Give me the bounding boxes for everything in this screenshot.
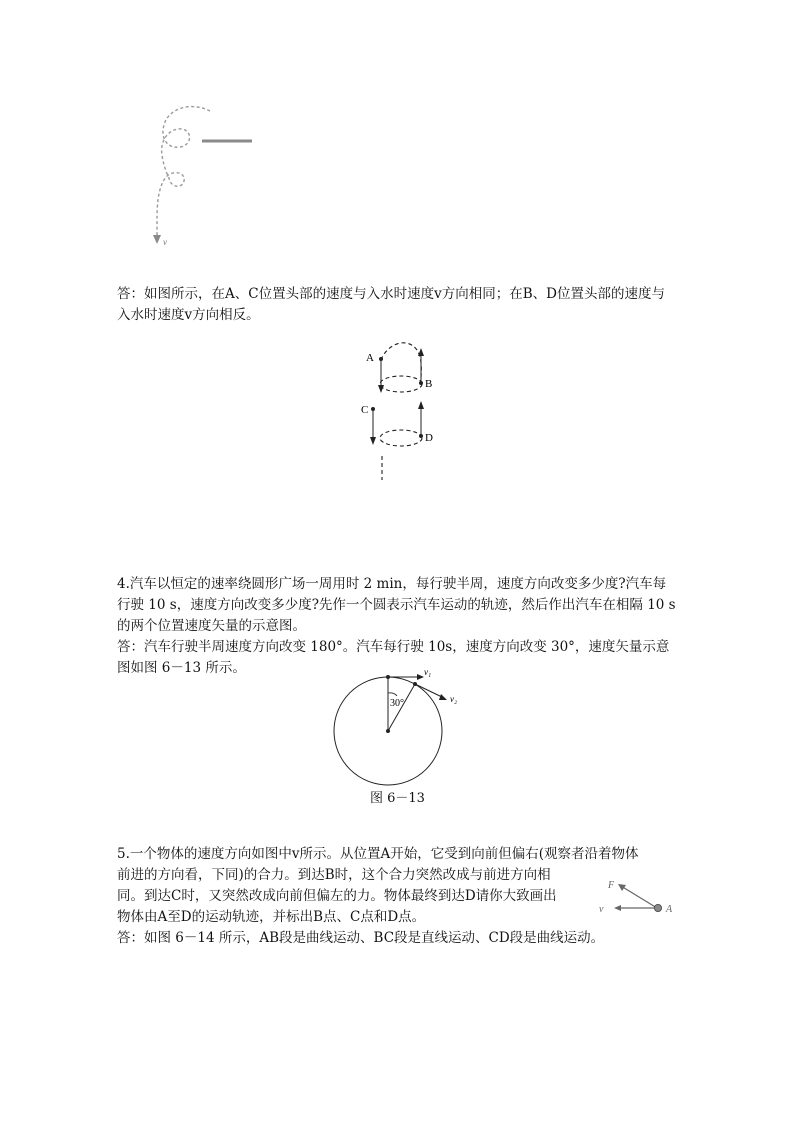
- q5-answer: 答：如图 6－14 所示，AB段是曲线运动、BC段是直线运动、CD段是曲线运动。: [117, 930, 605, 946]
- point-d-label: D: [425, 432, 433, 444]
- point-b-label: B: [425, 378, 433, 390]
- force-velocity-figure: [596, 874, 686, 920]
- diver-trajectory-figure: [140, 95, 270, 255]
- q5-block: [117, 844, 677, 949]
- angle-label: 30°: [390, 698, 404, 709]
- q5-line-2: 前进的方向看，下同)的合力。到达B时，这个合力突然改成与前进方向相: [117, 867, 551, 883]
- q3-answer: 答：如图所示，在A、C位置头部的速度与入水时速度v方向相同；在B、D位置头部的速度与入水时速度v方向相反。: [117, 286, 665, 323]
- force-f-label: F: [608, 880, 615, 891]
- v1-label: v₁: [424, 667, 432, 677]
- diver-v-label: v: [163, 237, 167, 247]
- abcd-velocity-figure: [355, 338, 455, 488]
- q5-line-4: 物体由A至D的运动轨迹，并标出B点、C点和D点。: [117, 909, 426, 925]
- q4-answer: 答：汽车行驶半周速度方向改变 180°。汽车每行驶 10s，速度方向改变 30°，速度矢量示意图如图 6－13 所示。: [117, 639, 670, 676]
- force-a-label: A: [666, 904, 673, 915]
- force-v-label: v: [599, 904, 604, 915]
- point-c-label: C: [361, 404, 369, 416]
- figure-caption-6-13: 图 6－13: [370, 791, 425, 806]
- point-a-label: A: [366, 352, 374, 364]
- q5-line-1: 5.一个物体的速度方向如图中v所示。从位置A开始，它受到向前但偏右(观察者沿着物体: [117, 846, 639, 862]
- q4-question: 4.汽车以恒定的速率绕圆形广场一周用时 2 min，每行驶半周，速度方向改变多少度?汽车每行驶 10 s，速度方向改变多少度?先作一个圆表示汽车运动的轨迹，然后作出汽车在相隔 10 s的两个位置速度矢量的示意图。: [117, 576, 676, 634]
- v2-label: v₂: [450, 694, 458, 704]
- q5-line-3: 同。到达C时，又突然改成向前但偏左的力。物体最终到达D请你大致画出: [117, 888, 557, 904]
